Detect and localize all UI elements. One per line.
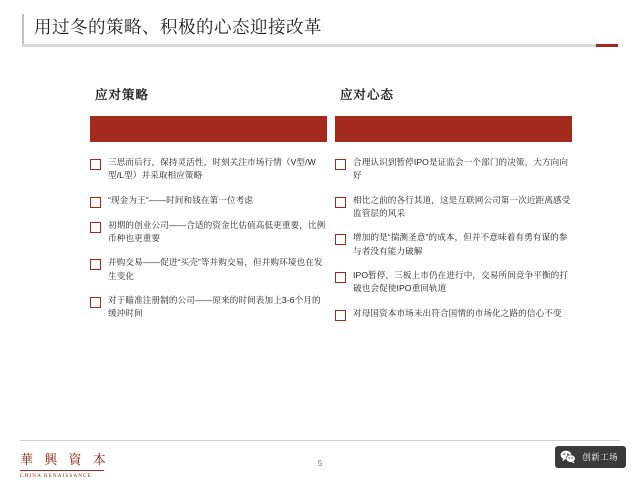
list-item-text: 初期的创业公司——合适的资金比估值高低更重要，比例币种也更重要	[108, 219, 326, 243]
list-item	[335, 307, 572, 321]
bullet-list-strategy	[90, 156, 327, 321]
list-item	[90, 156, 327, 183]
wechat-badge[interactable]	[555, 446, 626, 468]
list-item-text: 增加的是“揣测圣意”的成本，但并不意味着有勇有谋的参与者没有能力破解	[353, 232, 568, 256]
list-item-text: 三思而后行，保持灵活性，时刻关注市场行情（V型/W型/L型）并采取相应策略	[108, 157, 316, 181]
list-item-text: 对母国资本市场未出符合国情的市场化之路的信心不变	[353, 307, 562, 318]
column-heading-strategy: 应对策略	[95, 88, 150, 102]
checkbox-icon	[90, 222, 101, 233]
list-item	[90, 194, 327, 208]
checkbox-icon	[90, 197, 101, 208]
list-item-text: 相比之前的各行其道，这是互联网公司第一次近距离感受监管层的风采	[353, 194, 571, 218]
list-item	[335, 194, 572, 221]
list-item	[90, 294, 327, 321]
list-item	[335, 231, 572, 258]
list-item	[335, 269, 572, 296]
logo-text-en: CHINA RENAISSANCE	[20, 473, 92, 479]
list-item-text: 合理认识到暂停IPO是证监会一个部门的决策，大方向向好	[353, 157, 569, 181]
column-strategy	[90, 85, 327, 332]
list-item-text: IPO暂停，三板上市仍在进行中，交易所间竞争平衡的打破也会促使IPO重回轨道	[353, 269, 569, 294]
wechat-icon	[560, 450, 576, 464]
list-item	[90, 256, 327, 283]
checkbox-icon	[335, 310, 346, 321]
column-bar-strategy	[90, 116, 327, 142]
title-divider	[22, 44, 618, 47]
checkbox-icon	[335, 159, 346, 170]
checkbox-icon	[90, 159, 101, 170]
page-title: 用过冬的策略、积极的心态迎接改革	[34, 17, 322, 37]
list-item	[335, 156, 572, 183]
logo-underline	[20, 470, 104, 471]
title-accent-tick	[22, 14, 24, 44]
column-mindset	[335, 85, 572, 332]
footer-divider	[20, 440, 620, 441]
column-bar-mindset	[335, 116, 572, 142]
column-heading-mindset: 应对心态	[340, 88, 395, 102]
checkbox-icon	[90, 259, 101, 270]
logo-text-cn: 華 興 資 本	[20, 452, 110, 467]
checkbox-icon	[335, 234, 346, 245]
list-item	[90, 219, 327, 246]
list-item-text: 对于瞄准注册制的公司——原来的时间表加上3-6个月的缓冲时间	[108, 294, 321, 319]
checkbox-icon	[335, 197, 346, 208]
bullet-list-mindset	[335, 156, 572, 321]
list-item-text: “现金为王”——时间和钱在第一位考虑	[108, 194, 254, 205]
page-number: 5	[317, 459, 323, 468]
list-item-text: 并购交易——促进“买壳”等并购交易，但并购环境也在发生变化	[108, 257, 323, 281]
wechat-label: 创新工场	[582, 452, 618, 462]
title-divider-accent	[596, 44, 618, 47]
checkbox-icon	[335, 272, 346, 283]
checkbox-icon	[90, 297, 101, 308]
